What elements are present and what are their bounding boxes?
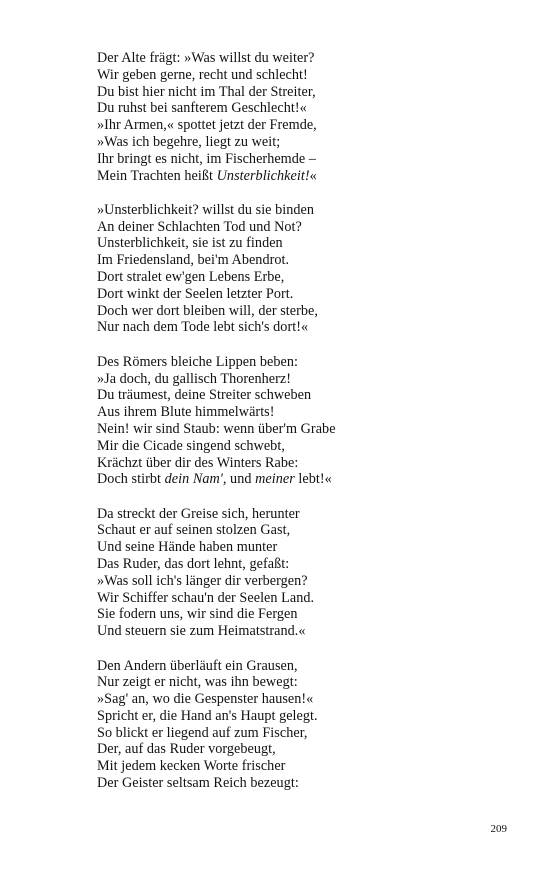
verse-line	[97, 725, 497, 742]
verse-line	[97, 573, 497, 590]
verse-line	[97, 471, 497, 488]
verse-line	[97, 758, 497, 775]
verse-line	[97, 455, 497, 472]
verse-text: Wir geben gerne, recht und schlecht!	[97, 66, 308, 83]
verse-text: Den Andern überläuft ein Grausen,	[97, 657, 298, 674]
verse-line	[97, 404, 497, 421]
verse-line	[97, 506, 497, 523]
verse-text: »Was ich begehre, liegt zu weit;	[97, 133, 281, 150]
verse-text: Unsterblichkeit, sie ist zu finden	[97, 235, 283, 252]
stanza	[97, 354, 497, 488]
verse-text: Dort winkt der Seelen letzter Port.	[97, 285, 294, 302]
verse-line	[97, 84, 497, 101]
verse-line	[97, 590, 497, 607]
verse-text: Der Alte frägt: »Was willst du weiter?	[97, 50, 315, 66]
verse-line	[97, 354, 497, 371]
verse-text: Du träumest, deine Streiter schweben	[97, 387, 312, 404]
verse-line	[97, 438, 497, 455]
verse-line	[97, 708, 497, 725]
verse-emphasis: dein Nam',	[164, 471, 227, 488]
verse-text: »Was soll ich's länger dir verbergen?	[97, 572, 308, 589]
verse-line	[97, 623, 497, 640]
verse-text: Der, auf das Ruder vorgebeugt,	[97, 741, 276, 758]
verse-line	[97, 151, 497, 168]
verse-text: Und steuern sie zum Heimatstrand.«	[97, 623, 306, 640]
verse-text: Du ruhst bei sanfterem Geschlecht!«	[97, 100, 307, 117]
verse-line	[97, 269, 497, 286]
verse-line	[97, 658, 497, 675]
verse-emphasis: Unsterblichkeit!	[216, 167, 310, 184]
stanza	[97, 202, 497, 336]
verse-text: Und seine Hände haben munter	[97, 539, 278, 556]
verse-line	[97, 67, 497, 84]
verse-line	[97, 303, 497, 320]
verse-line	[97, 286, 497, 303]
verse-text: Mein Trachten heißt	[97, 167, 217, 184]
verse-emphasis: meiner	[255, 471, 295, 488]
verse-line	[97, 219, 497, 236]
verse-line	[97, 522, 497, 539]
verse-text: Dort stralet ew'gen Lebens Erbe,	[97, 269, 285, 286]
verse-text: Doch stirbt	[97, 471, 165, 488]
verse-text: »Sag' an, wo die Gespenster hausen!«	[97, 691, 314, 708]
verse-line	[97, 606, 497, 623]
stanza	[97, 50, 497, 184]
stanza	[97, 658, 497, 792]
verse-text: Mit jedem kecken Worte frischer	[97, 758, 286, 775]
verse-line	[97, 202, 497, 219]
verse-text: Das Ruder, das dort lehnt, gefaßt:	[97, 556, 290, 573]
verse-line	[97, 319, 497, 336]
verse-line	[97, 371, 497, 388]
poem-text	[97, 50, 497, 809]
stanza	[97, 506, 497, 640]
verse-text: An deiner Schlachten Tod und Not?	[97, 218, 302, 235]
verse-line	[97, 168, 497, 185]
verse-line	[97, 421, 497, 438]
verse-text: Nur nach dem Tode lebt sich's dort!«	[97, 319, 309, 336]
verse-line	[97, 235, 497, 252]
verse-text: »Unsterblichkeit? willst du sie binden	[97, 201, 315, 218]
verse-text: Da streckt der Greise sich, herunter	[97, 505, 300, 522]
verse-text: »Ja doch, du gallisch Thorenherz!	[97, 370, 292, 387]
verse-line	[97, 691, 497, 708]
verse-line	[97, 134, 497, 151]
verse-line	[97, 387, 497, 404]
verse-text: Nein! wir sind Staub: wenn über'm Grabe	[97, 420, 336, 437]
page-number: 209	[490, 823, 507, 835]
verse-text: So blickt er liegend auf zum Fischer,	[97, 724, 308, 741]
verse-text: Wir Schiffer schau'n der Seelen Land.	[97, 589, 315, 606]
verse-text: Im Friedensland, bei'm Abendrot.	[97, 252, 290, 269]
verse-line	[97, 674, 497, 691]
verse-text: »Ihr Armen,« spottet jetzt der Fremde,	[97, 117, 317, 134]
verse-line	[97, 252, 497, 269]
verse-line	[97, 556, 497, 573]
verse-text: Spricht er, die Hand an's Haupt gelegt.	[97, 707, 318, 724]
verse-text: Sie fodern uns, wir sind die Fergen	[97, 606, 298, 623]
verse-line	[97, 539, 497, 556]
verse-text: Ihr bringt es nicht, im Fischerhemde –	[97, 150, 317, 167]
verse-line	[97, 741, 497, 758]
verse-text: lebt!«	[294, 471, 332, 488]
verse-line	[97, 117, 497, 134]
verse-text: Nur zeigt er nicht, was ihn bewegt:	[97, 674, 298, 691]
verse-line	[97, 50, 497, 67]
verse-text: Aus ihrem Blute himmelwärts!	[97, 404, 275, 421]
verse-text: Schaut er auf seinen stolzen Gast,	[97, 522, 291, 539]
verse-text: Der Geister seltsam Reich bezeugt:	[97, 775, 299, 792]
verse-text: Doch wer dort bleiben will, der sterbe,	[97, 302, 318, 319]
verse-text: und	[226, 471, 256, 488]
verse-text: Krächzt über dir des Winters Rabe:	[97, 454, 299, 471]
verse-text: «	[309, 167, 317, 184]
verse-text: Mir die Cicade singend schwebt,	[97, 437, 285, 454]
verse-line	[97, 775, 497, 792]
verse-text: Des Römers bleiche Lippen beben:	[97, 353, 298, 370]
verse-text: Du bist hier nicht im Thal der Streiter,	[97, 83, 316, 100]
verse-line	[97, 100, 497, 117]
